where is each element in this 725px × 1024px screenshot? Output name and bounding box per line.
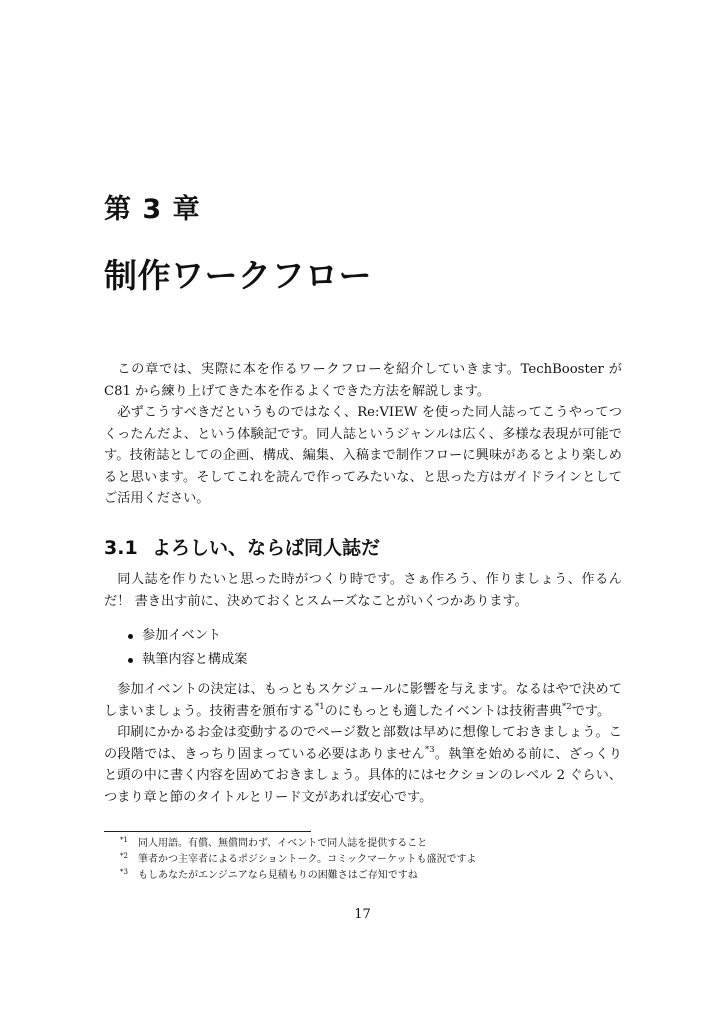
footnote-mark [120, 852, 138, 868]
footnote-text: もしあなたがエンジニアなら見積もりの困難さはご存知ですね [138, 870, 418, 881]
footnote-text: 筆者かつ主宰者によるポジショントーク。コミックマーケットも盛況ですよ [138, 854, 477, 865]
text-run: のにもっとも適したイベントは技術書典 [324, 703, 563, 719]
bullet-icon [128, 658, 133, 663]
footnote-divider [104, 831, 311, 832]
chapter-intro [104, 359, 622, 510]
footnote-ref-2[interactable]: *2 [562, 701, 572, 712]
footnote-mark [120, 836, 138, 852]
section-body [104, 679, 622, 808]
page-number: 17 [354, 907, 371, 922]
decision-list [126, 624, 248, 672]
text-run: 印刷にかかるお金は変動するのでページ数と部数は早めに想像しておきましょう。この段階では、きっちり固まっている必要はありません [104, 725, 622, 762]
list-item-label: 参加イベント [142, 628, 222, 643]
section-paragraph-1: 同人誌を作りたいと思った時がつくり時です。さぁ作ろう、作りましょう、作るんだ！ 書き出す前に、決めておくとスムーズなことがいくつかあります。 [104, 572, 622, 609]
bullet-icon [128, 634, 133, 639]
section-title: よろしい、ならば同人誌だ [152, 537, 381, 559]
footnote-item [120, 836, 620, 852]
footnote-item [120, 852, 620, 868]
footnote-ref-1[interactable]: *1 [315, 701, 325, 712]
list-item-label: 執筆内容と構成案 [142, 652, 248, 667]
footnote-ref-3[interactable]: *3 [425, 744, 435, 755]
section-heading [104, 535, 380, 561]
footnote-mark-text: *1 [120, 836, 128, 844]
text-run: です。 [571, 703, 611, 719]
section-paragraph-2 [104, 679, 622, 722]
footnote-text: 同人用語。有償、無償問わず、イベントで同人誌を提供すること [138, 838, 428, 849]
intro-paragraph-2: 必ずこうすべきだというものではなく、Re:VIEW を使った同人誌ってこうやってつくったんだよ、という体験記です。同人誌というジャンルは広く、多様な表現が可能です。技術誌としての企画、構成、編集、入稿まで制作フローに興味があるとより楽しめると思います。そしてこれを読んで作ってみたいな、と思った方はガイドラインとしてご活用ください。 [104, 405, 622, 506]
chapter-label: 第 3 章 [104, 194, 201, 225]
section-intro [104, 569, 622, 612]
footnote-mark-text: *3 [120, 868, 128, 876]
footnote-mark-text: *2 [120, 852, 128, 860]
chapter-title: 制作ワークフロー [104, 256, 372, 295]
footnote-item [120, 868, 620, 884]
footnotes [120, 836, 620, 884]
footnote-mark [120, 868, 138, 884]
text-run: 。執筆を始める前に、ざっくりと頭の中に書く内容を固めておきましょう。具体的にはセクションのレベル 2 ぐらい、つまり章と節のタイトルとリード文があれば安心です。 [104, 746, 622, 805]
section-number: 3.1 [104, 537, 138, 559]
section-paragraph-3 [104, 722, 622, 808]
text-run: 参加イベントの決定は、もっともスケジュールに影響を与えます。なるはやで決めてしまいましょう。技術書を頒布する [104, 682, 622, 719]
list-item [126, 624, 248, 648]
intro-paragraph-1: この章では、実際に本を作るワークフローを紹介していきます。TechBooster が C81 から練り上げてきた本を作るよくできた方法を解説します。 [104, 362, 622, 399]
list-item [126, 648, 248, 672]
